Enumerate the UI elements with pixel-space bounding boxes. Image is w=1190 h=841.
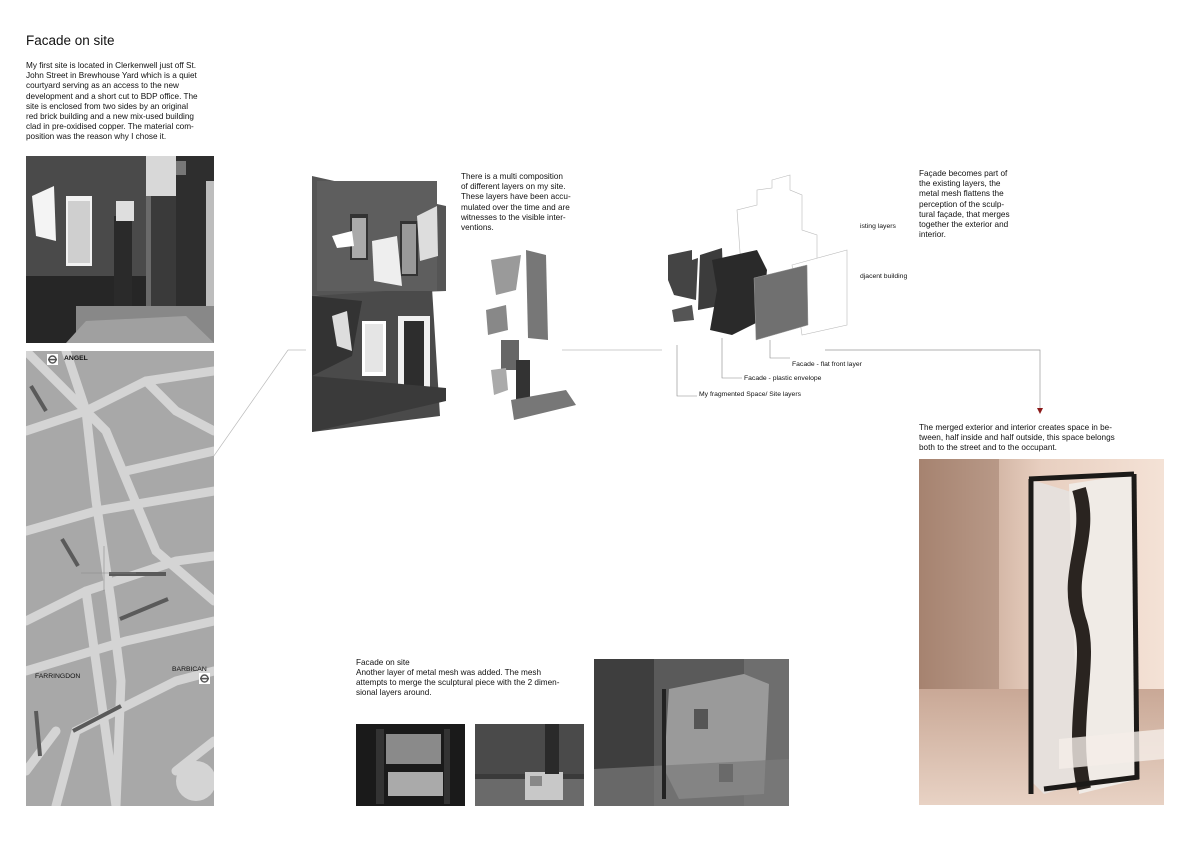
model-photo xyxy=(919,459,1164,805)
fragmented-layers-photo xyxy=(312,176,446,432)
layers-description: There is a multi composition of different layers on my site. These layers have been accu- mulated over the time and are witnesses to the visible inter- ventions. xyxy=(461,172,571,233)
label-adjacent-building: djacent building xyxy=(860,273,908,280)
mesh-merge-photo xyxy=(594,659,789,806)
site-photo xyxy=(26,156,214,343)
label-plastic-envelope: Facade - plastic envelope xyxy=(744,375,822,382)
location-map xyxy=(26,351,214,806)
map-label-farringdon: FARRINGDON xyxy=(35,673,81,680)
bottom-description: Another layer of metal mesh was added. The mesh attempts to merge the sculptural piece with the 2 dimen- sional layers around. xyxy=(356,668,560,698)
map-label-angel: ANGEL xyxy=(64,355,88,362)
station-icon-barbican xyxy=(199,673,210,684)
intro-paragraph: My first site is located in Clerkenwell just off St. John Street in Brewhouse Yard which is a quiet courtyard serving as an access to the new development and a short cut to BDP office. The site is enclosed from two sides by an original red brick building and a new mix-used building clad in pre-oxidised copper. The material com- position was the reason why I chose it. xyxy=(26,61,198,142)
mesh-photo-1 xyxy=(356,724,465,806)
facade-description: Façade becomes part of the existing layers, the metal mesh flattens the perception of the sculp- tural façade, that merges together the exterior and interior. xyxy=(919,169,1010,240)
merged-description: The merged exterior and interior creates space in be- tween, half inside and half outside, this space belongs both to the street and to the occupant. xyxy=(919,423,1115,453)
underground-roundel-icon xyxy=(47,354,58,365)
station-icon-angel xyxy=(47,354,58,365)
label-flat-front-layer: Facade - flat front layer xyxy=(792,361,862,368)
map-label-barbican: BARBICAN xyxy=(172,666,207,673)
underground-roundel-icon xyxy=(199,673,210,684)
label-existing-layers: isting layers xyxy=(860,223,896,230)
page-title: Facade on site xyxy=(26,33,115,48)
label-fragmented-layers: My fragmented Space/ Site layers xyxy=(699,391,801,398)
bottom-title: Facade on site xyxy=(356,658,410,667)
fragment-layer-photo xyxy=(466,250,578,435)
mesh-photo-2 xyxy=(475,724,584,806)
